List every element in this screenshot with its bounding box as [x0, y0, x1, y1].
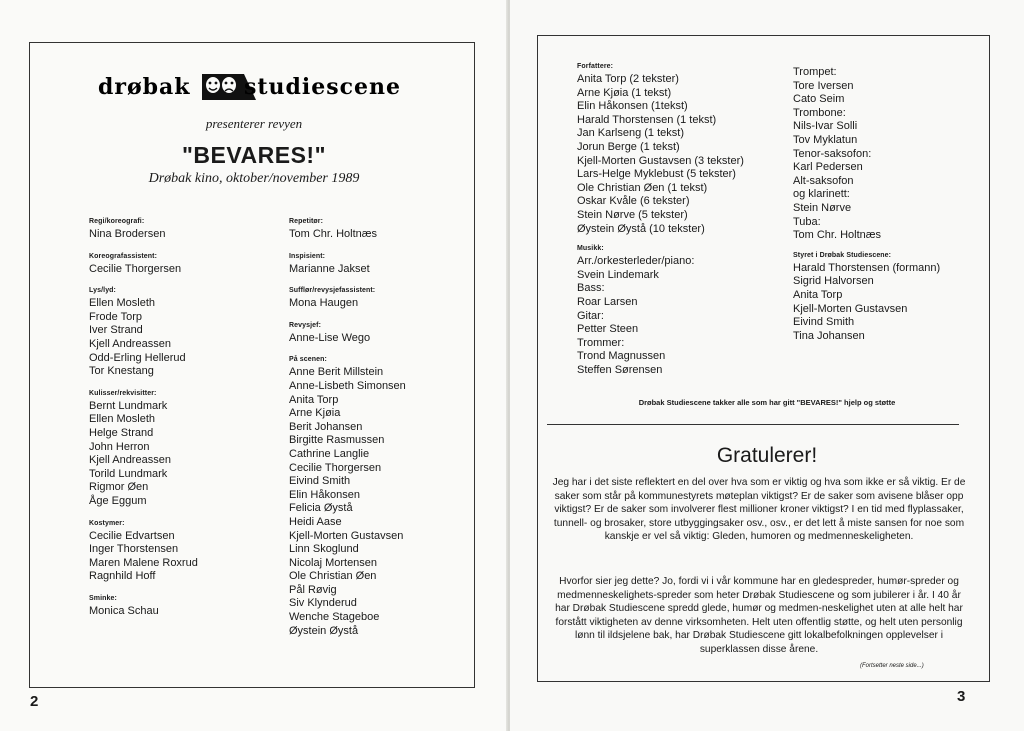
- credit-name: Ole Christian Øen: [289, 570, 377, 583]
- credit-name: Cecilie Edvartsen: [89, 529, 175, 542]
- credit-name: Arr./orkesterleder/piano:: [577, 255, 695, 268]
- credit-role-label: Regi/koreografi:: [89, 218, 145, 225]
- credit-name: Anita Torp: [289, 393, 339, 406]
- logo-text-left: drøbak: [98, 74, 191, 100]
- continued-note: (Fortsetter neste side...): [860, 663, 924, 669]
- credit-group: [793, 252, 940, 344]
- credit-role-label: Kostymer:: [89, 519, 125, 527]
- credit-group: [289, 218, 406, 242]
- credit-name: Eivind Smith: [793, 316, 855, 329]
- credit-role-label: Sufflør/revysjefassistent:: [289, 287, 376, 295]
- credit-group: [89, 390, 198, 509]
- credit-group: [577, 63, 744, 236]
- credit-name: Elin Håkonsen (1tekst): [577, 100, 688, 113]
- credit-name: Kjell-Morten Gustavsen: [793, 302, 908, 315]
- credit-group: [89, 218, 198, 242]
- credit-name: Tuba:: [793, 215, 821, 228]
- credit-name: Øystein Øystå: [289, 624, 359, 637]
- credit-role-label: Koreografassistent:: [89, 252, 158, 260]
- credit-name: Wenche Stageboe: [289, 611, 380, 624]
- credit-name: Inger Thorstensen: [89, 543, 179, 556]
- credit-role-label: Repetitør:: [289, 218, 324, 225]
- credit-name: Tenor-saksofon:: [793, 147, 872, 160]
- credit-name: Kjell Andreassen: [89, 454, 171, 467]
- divider: [547, 424, 959, 425]
- page-number: 2: [30, 693, 39, 710]
- credits-column-right: [289, 218, 406, 649]
- credit-name: Harald Thorstensen (1 tekst): [577, 113, 717, 126]
- credit-name: Trompet:: [793, 66, 837, 78]
- credit-name: Anne-Lisbeth Simonsen: [289, 379, 406, 392]
- credit-name: Frode Torp: [89, 310, 142, 323]
- credit-name: Nina Brodersen: [89, 228, 166, 240]
- credit-name: Ellen Mosleth: [89, 297, 156, 310]
- credit-role-label: Lys/lyd:: [89, 287, 116, 295]
- credit-name: Odd-Erling Hellerud: [89, 351, 186, 364]
- article-heading: Gratulerer!: [716, 444, 818, 467]
- credit-name: Arne Kjøia (1 tekst): [577, 86, 672, 99]
- drobak-studiescene-logo: [98, 70, 408, 104]
- credit-name: Cato Seim: [793, 93, 845, 106]
- credit-group: [89, 520, 198, 584]
- credit-name: Sigrid Halvorsen: [793, 275, 874, 288]
- credit-name: Eivind Smith: [289, 475, 351, 488]
- credit-name: Berit Johansen: [289, 420, 363, 433]
- credit-name: Tov Myklatun: [793, 133, 858, 146]
- credit-name: Petter Steen: [577, 323, 639, 336]
- credits-column-left: [89, 218, 198, 629]
- thanks-line: Drøbak Studiescene takker alle som har gitt "BEVARES!" hjelp og støtte: [638, 398, 896, 407]
- credit-name: Jan Karlseng (1 tekst): [577, 127, 684, 140]
- credit-name: Harald Thorstensen (formann): [793, 261, 941, 274]
- credit-name: Gitar:: [577, 309, 604, 322]
- credit-name: Trombone:: [793, 106, 846, 119]
- credit-name: Åge Eggum: [89, 494, 147, 507]
- credit-role-label: Styret i Drøbak Studiescene:: [793, 251, 892, 259]
- credit-name: Anita Torp (2 tekster): [577, 73, 679, 85]
- credit-name: Svein Lindemark: [577, 268, 659, 281]
- credit-name: Roar Larsen: [577, 295, 638, 308]
- credit-name: Lars-Helge Myklebust (5 tekster): [577, 168, 736, 181]
- credit-name: Arne Kjøia: [289, 407, 341, 420]
- credit-name: Torild Lundmark: [89, 467, 168, 480]
- credit-name: Ellen Mosleth: [89, 413, 156, 426]
- credit-role-label: Revysjef:: [289, 321, 322, 329]
- credit-name: Jorun Berge (1 tekst): [577, 140, 680, 153]
- credit-name: Nils-Ivar Solli: [793, 120, 858, 133]
- credit-role-label: Forfattere:: [577, 63, 614, 70]
- credit-name: Karl Pedersen: [793, 161, 863, 174]
- credit-name: Felicia Øystå: [289, 502, 353, 515]
- credit-name: Linn Skoglund: [289, 543, 359, 556]
- credit-name: Ole Christian Øen (1 tekst): [577, 181, 708, 194]
- credit-name: Tom Chr. Holtnæs: [793, 229, 882, 242]
- credit-name: Kjell Andreassen: [89, 337, 171, 350]
- credit-name: Stein Nørve (5 tekster): [577, 208, 688, 221]
- credit-name: Cathrine Langlie: [289, 447, 370, 460]
- credit-name: Mona Haugen: [289, 297, 359, 310]
- credit-name: Anne Berit Millstein: [289, 366, 384, 379]
- credit-name: Ragnhild Hoff: [89, 570, 156, 583]
- credit-name: Alt-saksofon: [793, 174, 854, 187]
- credit-name: Birgitte Rasmussen: [289, 434, 385, 447]
- credit-name: Trond Magnussen: [577, 350, 666, 363]
- credit-name: Cecilie Thorgersen: [89, 262, 182, 275]
- credit-name: Bass:: [577, 282, 605, 295]
- credit-group: [89, 253, 198, 277]
- article-paragraph-1: Jeg har i det siste reflektert en del over hva som er viktig og hva som ikke er så viktig. Er de saker som står på kommunestyrets møteplan viktigst? Er de saker som avisene blåser opp viktigst? Er de saker som involverer flest millioner kroner viktigst? I en tid med flyplassaker, tunnell- og brosaker, store utbyggingsaker osv., osv., er det lett å miste sansen for noe som kanskje er vel så viktig: Gleden, humoren og medmenneskeligheten.: [552, 477, 966, 542]
- credit-group: [793, 66, 940, 243]
- credit-group: [289, 322, 406, 346]
- credit-name: Cecilie Thorgersen: [289, 461, 382, 474]
- credit-name: Pål Røvig: [289, 583, 337, 596]
- credit-name: Marianne Jakset: [289, 262, 370, 275]
- credit-name: Steffen Sørensen: [577, 363, 663, 376]
- credit-name: Helge Strand: [89, 426, 154, 439]
- credit-role-label: Musikk:: [577, 245, 604, 253]
- credit-group: [289, 253, 406, 277]
- credit-group: [89, 595, 198, 619]
- credit-name: Øystein Øystå (10 tekster): [577, 222, 705, 235]
- credit-name: Siv Klynderud: [289, 597, 357, 610]
- credit-group: [89, 287, 198, 379]
- credit-name: Monica Schau: [89, 604, 159, 617]
- credit-name: Tina Johansen: [793, 329, 865, 342]
- credit-name: Anne-Lise Wego: [289, 331, 371, 344]
- credit-group: [289, 356, 406, 638]
- credit-name: Anita Torp: [793, 288, 843, 301]
- credits-column-left: [577, 63, 744, 377]
- credit-name: Nicolaj Mortensen: [289, 556, 378, 569]
- credit-name: Stein Nørve: [793, 201, 852, 214]
- credit-group: [577, 245, 744, 377]
- credit-name: Trommer:: [577, 336, 625, 349]
- page-number: 3: [957, 688, 966, 705]
- credit-name: John Herron: [89, 440, 150, 453]
- credit-role-label: Inspisient:: [289, 252, 326, 260]
- credit-role-label: Kulisser/rekvisitter:: [89, 389, 157, 397]
- logo-text-right: studiescene: [244, 74, 402, 100]
- credit-name: Maren Malene Roxrud: [89, 556, 198, 569]
- show-title: "BEVARES!": [182, 142, 326, 168]
- credit-role-label: Sminke:: [89, 594, 117, 602]
- article-paragraph-2: Hvorfor sier jeg dette? Jo, fordi vi i vår kommune har en gledespreder, humør-spreder og medmenneskelighets-spreder som heter Drøbak Studiescene og som jubilerer i år. I 40 år har Drøbak Studiescene spredd glede, humør og medmen-neskelighet uten at alle helt har forstått viktigheten av denne virksomheten. Helt uten offentlig støtte, og helt uten personlig lønn til ildsjelene bak, har Drøbak Studiescene gitt lokalbefolkningen opplevelser i superklassen disse årene.: [555, 576, 963, 655]
- credit-group: [289, 287, 406, 311]
- credits-column-right: [793, 63, 940, 343]
- credit-name: Tom Chr. Holtnæs: [289, 228, 378, 240]
- credit-name: Oskar Kvåle (6 tekster): [577, 195, 690, 208]
- left-page: [0, 0, 508, 731]
- venue-date: Drøbak kino, oktober/november 1989: [148, 171, 360, 186]
- right-page: [510, 0, 1024, 731]
- credit-name: Kjell-Morten Gustavsen: [289, 529, 404, 542]
- credit-name: Tore Iversen: [793, 79, 854, 92]
- credit-name: Kjell-Morten Gustavsen (3 tekster): [577, 154, 744, 167]
- credit-name: Iver Strand: [89, 324, 143, 337]
- subtitle: presenterer revyen: [205, 116, 303, 131]
- credit-name: Elin Håkonsen: [289, 488, 360, 501]
- credit-role-label: På scenen:: [289, 356, 327, 364]
- credit-name: Tor Knestang: [89, 365, 154, 378]
- credit-name: og klarinett:: [793, 188, 850, 201]
- credit-name: Bernt Lundmark: [89, 399, 168, 412]
- credit-name: Rigmor Øen: [89, 481, 149, 494]
- credit-name: Heidi Aase: [289, 515, 342, 528]
